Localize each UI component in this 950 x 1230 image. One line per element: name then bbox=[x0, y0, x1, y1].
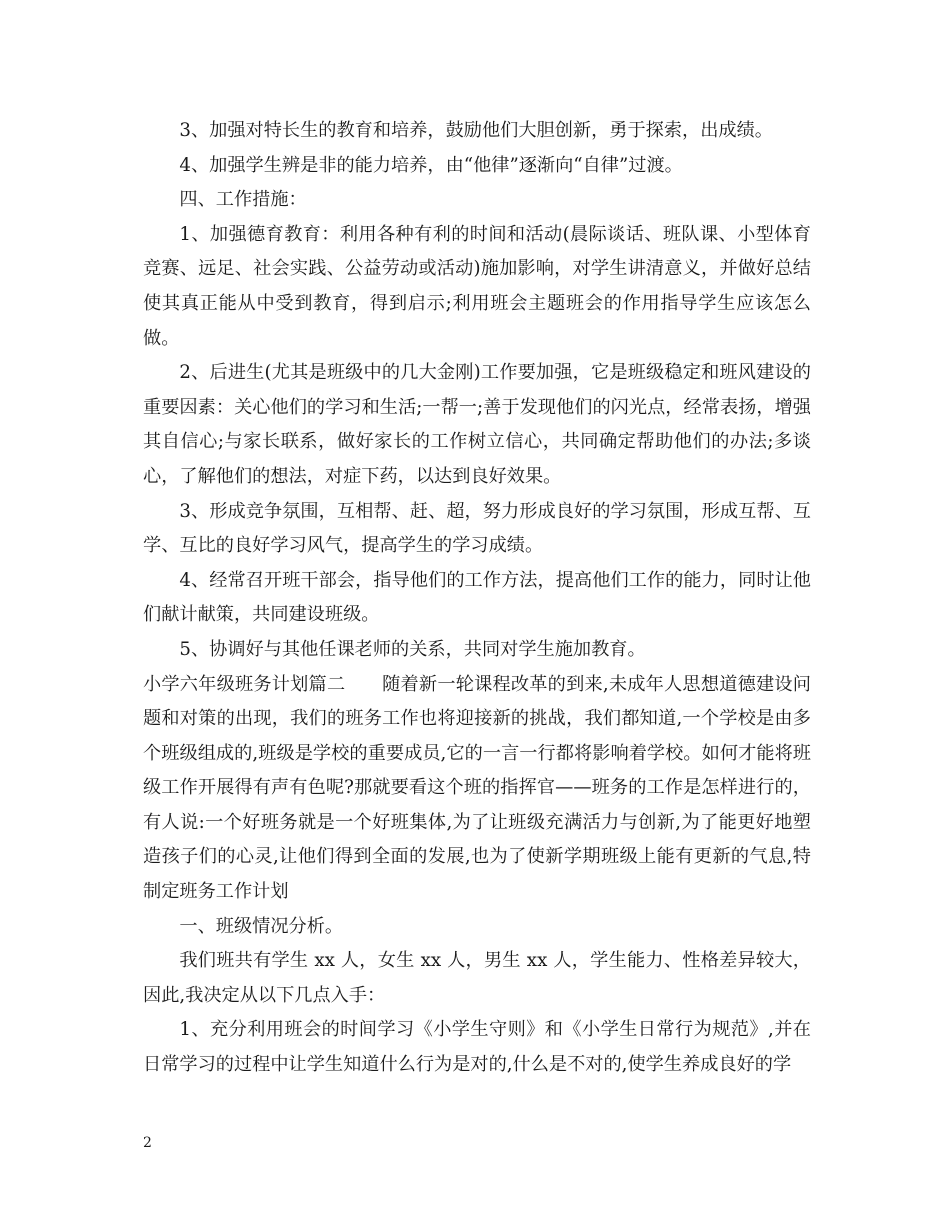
section-heading: 一、班级情况分析。 bbox=[179, 915, 344, 937]
paragraph: 3、形成竞争氛围，互相帮、赶、超，努力形成良好的学习氛围，形成互帮、互学、互比的良好学习风气，提高学生的学习成绩。 bbox=[143, 500, 811, 557]
document-body bbox=[143, 114, 811, 1083]
paragraph: 1、加强德育教育：利用各种有利的时间和活动(晨际谈话、班队课、小型体育竞赛、远足、社会实践、公益劳动或活动)施加影响，对学生讲清意义，并做好总结使其真正能从中受到教育，得到启示;利用班会主题班会的作用指导学生应该怎么做。 bbox=[143, 223, 811, 349]
paragraph: 5、协调好与其他任课老师的关系，共同对学生施加教育。 bbox=[179, 638, 646, 660]
paragraph: 2、后进生(尤其是班级中的几大金刚)工作要加强，它是班级稳定和班风建设的重要因素：关心他们的学习和生活;一帮一;善于发现他们的闪光点，经常表扬，增强其自信心;与家长联系，做好家长的工作树立信心，共同确定帮助他们的办法;多谈心，了解他们的想法，对症下药，以达到良好效果。 bbox=[143, 362, 811, 487]
paragraph: 1、充分利用班会的时间学习《小学生守则》和《小学生日常行为规范》,并在日常学习的过程中让学生知道什么行为是对的,什么是不对的,使学生养成良好的学 bbox=[143, 1019, 811, 1076]
paragraph: 我们班共有学生 xx 人，女生 xx 人，男生 xx 人，学生能力、性格差异较大，因此,我决定从以下几点入手： bbox=[143, 950, 811, 1006]
paragraph: 4、经常召开班干部会，指导他们的工作方法，提高他们工作的能力，同时让他们献计献策，共同建设班级。 bbox=[143, 569, 811, 626]
paragraph: 4、加强学生辨是非的能力培养，由“他律”逐渐向“自律”过渡。 bbox=[179, 154, 683, 176]
page-number: 2 bbox=[143, 1135, 152, 1151]
section-heading: 四、工作措施： bbox=[179, 189, 307, 211]
paragraph: 3、加强对特长生的教育和培养，鼓励他们大胆创新，勇于探索，出成绩。 bbox=[179, 120, 773, 141]
paragraph: 小学六年级班务计划篇二 随着新一轮课程改革的到来,未成年人思想道德建设问题和对策的出现，我们的班务工作也将迎接新的挑战，我们都知道,一个学校是由多个班级组成的,班级是学校的重要成员,它的一言一行都将影响着学校。如何才能将班级工作开展得有声有色呢?那就要看这个班的指挥官——班务的工作是怎样进行的，有人说:一个好班务就是一个好班集体,为了让班级充满活力与创新,为了能更好地塑造孩子们的心灵,让他们得到全面的发展,也为了使新学期班级上能有更新的气息,特制定班务工作计划 bbox=[143, 673, 811, 903]
